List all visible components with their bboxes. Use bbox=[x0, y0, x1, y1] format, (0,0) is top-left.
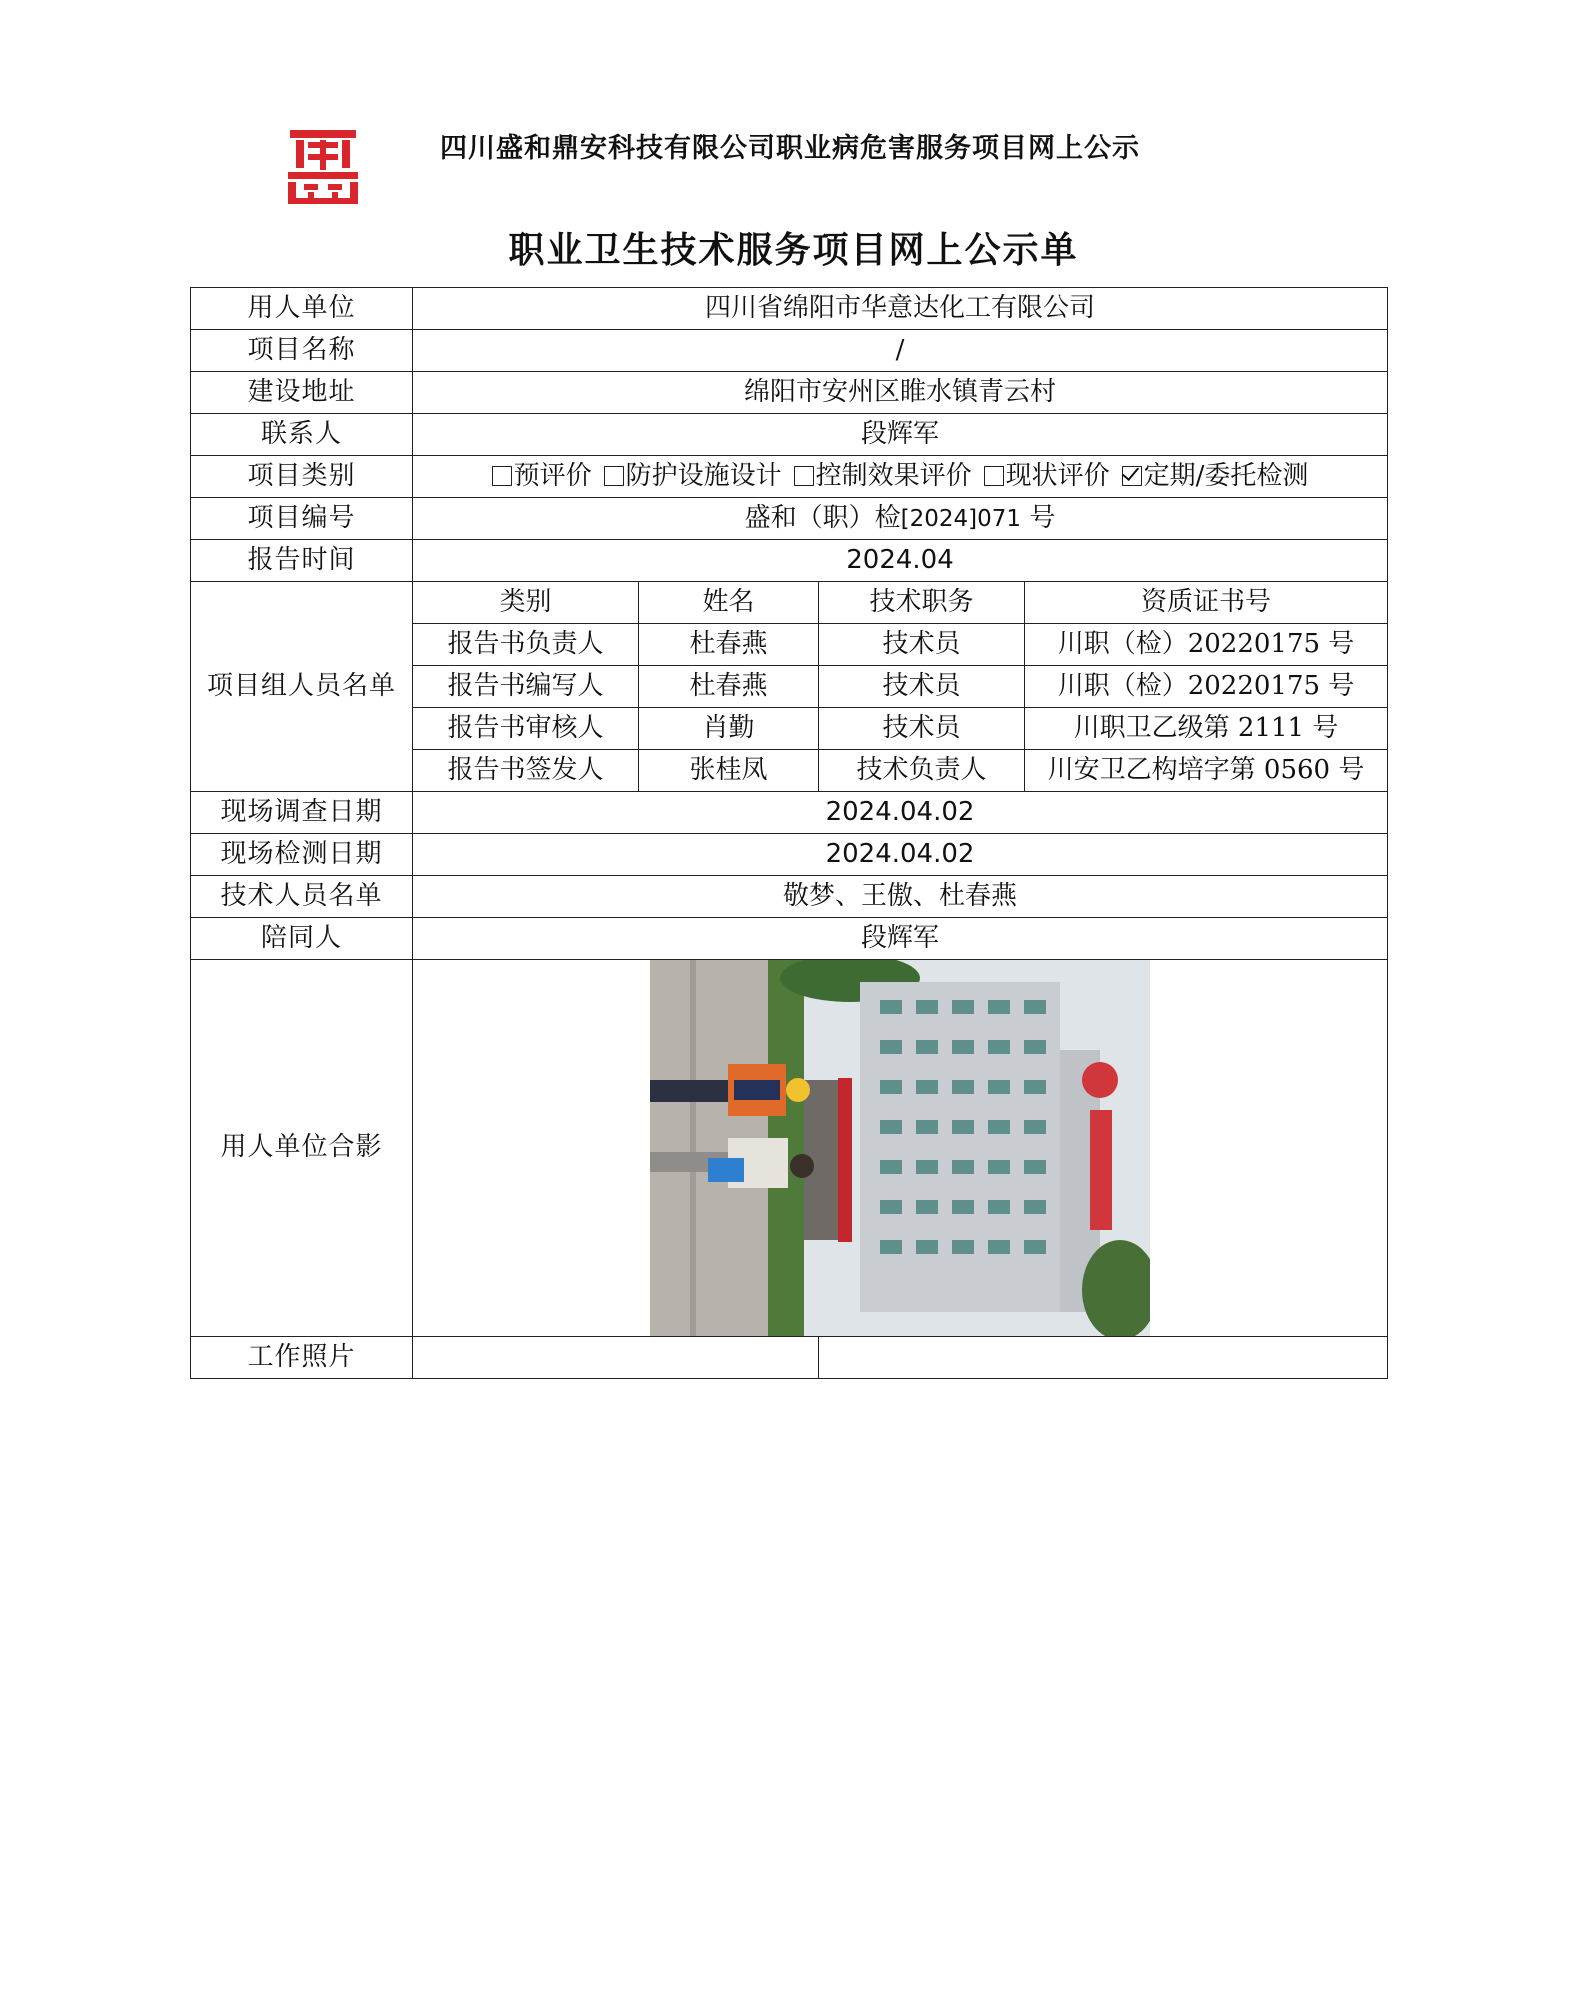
staff-label: 技术人员名单 bbox=[191, 876, 413, 918]
team-member-title: 技术员 bbox=[819, 708, 1025, 750]
checkbox-icon[interactable] bbox=[794, 466, 814, 486]
checkbox-checked-icon[interactable] bbox=[1122, 466, 1142, 486]
employer-label: 用人单位 bbox=[191, 288, 413, 330]
category-option-label: 现状评价 bbox=[1005, 460, 1110, 491]
work-photo-slot-left bbox=[413, 1337, 819, 1379]
row-test-date bbox=[191, 834, 1388, 876]
team-role: 报告书审核人 bbox=[413, 708, 639, 750]
row-employer bbox=[191, 288, 1388, 330]
row-address bbox=[191, 372, 1388, 414]
project-no-prefix: 盛和（职）检 bbox=[744, 502, 901, 533]
row-report-time bbox=[191, 540, 1388, 582]
team-member-title: 技术员 bbox=[819, 666, 1025, 708]
category-options bbox=[413, 456, 1388, 498]
team-role: 报告书负责人 bbox=[413, 624, 639, 666]
work-photo-slot-right bbox=[819, 1337, 1388, 1379]
escort-name: 段辉军 bbox=[413, 918, 1388, 960]
escort-label: 陪同人 bbox=[191, 918, 413, 960]
row-staff bbox=[191, 876, 1388, 918]
team-member-title: 技术员 bbox=[819, 624, 1025, 666]
team-member-certificate: 川职（检）20220175 号 bbox=[1025, 666, 1388, 708]
team-member-name: 肖勤 bbox=[639, 708, 819, 750]
category-option-control-effect[interactable] bbox=[794, 461, 972, 491]
project-no-code: [2024]071 bbox=[900, 505, 1022, 532]
team-label: 项目组人员名单 bbox=[191, 582, 413, 792]
project-no-value bbox=[413, 498, 1388, 540]
category-label: 项目类别 bbox=[191, 456, 413, 498]
contact-label: 联系人 bbox=[191, 414, 413, 456]
team-member-name: 杜春燕 bbox=[639, 666, 819, 708]
row-project-name bbox=[191, 330, 1388, 372]
team-member-certificate: 川安卫乙构培字第 0560 号 bbox=[1025, 750, 1388, 792]
work-photo-label: 工作照片 bbox=[191, 1337, 413, 1379]
team-header-row bbox=[191, 582, 1388, 624]
category-option-label: 预评价 bbox=[513, 460, 592, 491]
category-option-periodic-testing[interactable] bbox=[1122, 461, 1309, 491]
team-member-name: 杜春燕 bbox=[639, 624, 819, 666]
company-notice-heading: 四川盛和鼎安科技有限公司职业病危害服务项目网上公示 bbox=[440, 133, 1140, 164]
row-escort bbox=[191, 918, 1388, 960]
team-member-certificate: 川职（检）20220175 号 bbox=[1025, 624, 1388, 666]
team-member-certificate: 川职卫乙级第 2111 号 bbox=[1025, 708, 1388, 750]
category-option-label: 控制效果评价 bbox=[815, 460, 972, 491]
project-no-label: 项目编号 bbox=[191, 498, 413, 540]
publicity-form-table bbox=[190, 287, 1388, 1379]
group-photo-image[interactable] bbox=[650, 960, 1150, 1336]
team-header-category: 类别 bbox=[413, 582, 639, 624]
row-category bbox=[191, 456, 1388, 498]
row-contact bbox=[191, 414, 1388, 456]
team-member-name: 张桂凤 bbox=[639, 750, 819, 792]
staff-names: 敬梦、王傲、杜春燕 bbox=[413, 876, 1388, 918]
team-member-title: 技术负责人 bbox=[819, 750, 1025, 792]
survey-date-label: 现场调查日期 bbox=[191, 792, 413, 834]
row-project-no bbox=[191, 498, 1388, 540]
contact-value: 段辉军 bbox=[413, 414, 1388, 456]
address-label: 建设地址 bbox=[191, 372, 413, 414]
category-option-label: 防护设施设计 bbox=[625, 460, 782, 491]
category-option-label: 定期/委托检测 bbox=[1143, 460, 1309, 491]
test-date-label: 现场检测日期 bbox=[191, 834, 413, 876]
checkbox-icon[interactable] bbox=[492, 466, 512, 486]
project-no-suffix: 号 bbox=[1029, 502, 1056, 533]
group-photo-cell bbox=[413, 960, 1388, 1337]
company-logo bbox=[284, 126, 362, 206]
category-option-pre-evaluation[interactable] bbox=[492, 461, 592, 491]
address-value: 绵阳市安州区睢水镇青云村 bbox=[413, 372, 1388, 414]
category-option-protection-design[interactable] bbox=[604, 461, 782, 491]
team-header-certificate: 资质证书号 bbox=[1025, 582, 1388, 624]
team-role: 报告书编写人 bbox=[413, 666, 639, 708]
project-name-label: 项目名称 bbox=[191, 330, 413, 372]
report-time-label: 报告时间 bbox=[191, 540, 413, 582]
team-header-name: 姓名 bbox=[639, 582, 819, 624]
checkbox-icon[interactable] bbox=[984, 466, 1004, 486]
row-work-photos bbox=[191, 1337, 1388, 1379]
group-photo-label: 用人单位合影 bbox=[191, 960, 413, 1337]
team-header-title: 技术职务 bbox=[819, 582, 1025, 624]
survey-date-value: 2024.04.02 bbox=[413, 792, 1388, 834]
checkbox-icon[interactable] bbox=[604, 466, 624, 486]
employer-value: 四川省绵阳市华意达化工有限公司 bbox=[413, 288, 1388, 330]
project-name-value: / bbox=[413, 330, 1388, 372]
document-title: 职业卫生技术服务项目网上公示单 bbox=[508, 229, 1079, 271]
test-date-value: 2024.04.02 bbox=[413, 834, 1388, 876]
team-role: 报告书签发人 bbox=[413, 750, 639, 792]
row-survey-date bbox=[191, 792, 1388, 834]
category-option-status-evaluation[interactable] bbox=[984, 461, 1110, 491]
report-time-value: 2024.04 bbox=[413, 540, 1388, 582]
row-group-photo bbox=[191, 960, 1388, 1337]
